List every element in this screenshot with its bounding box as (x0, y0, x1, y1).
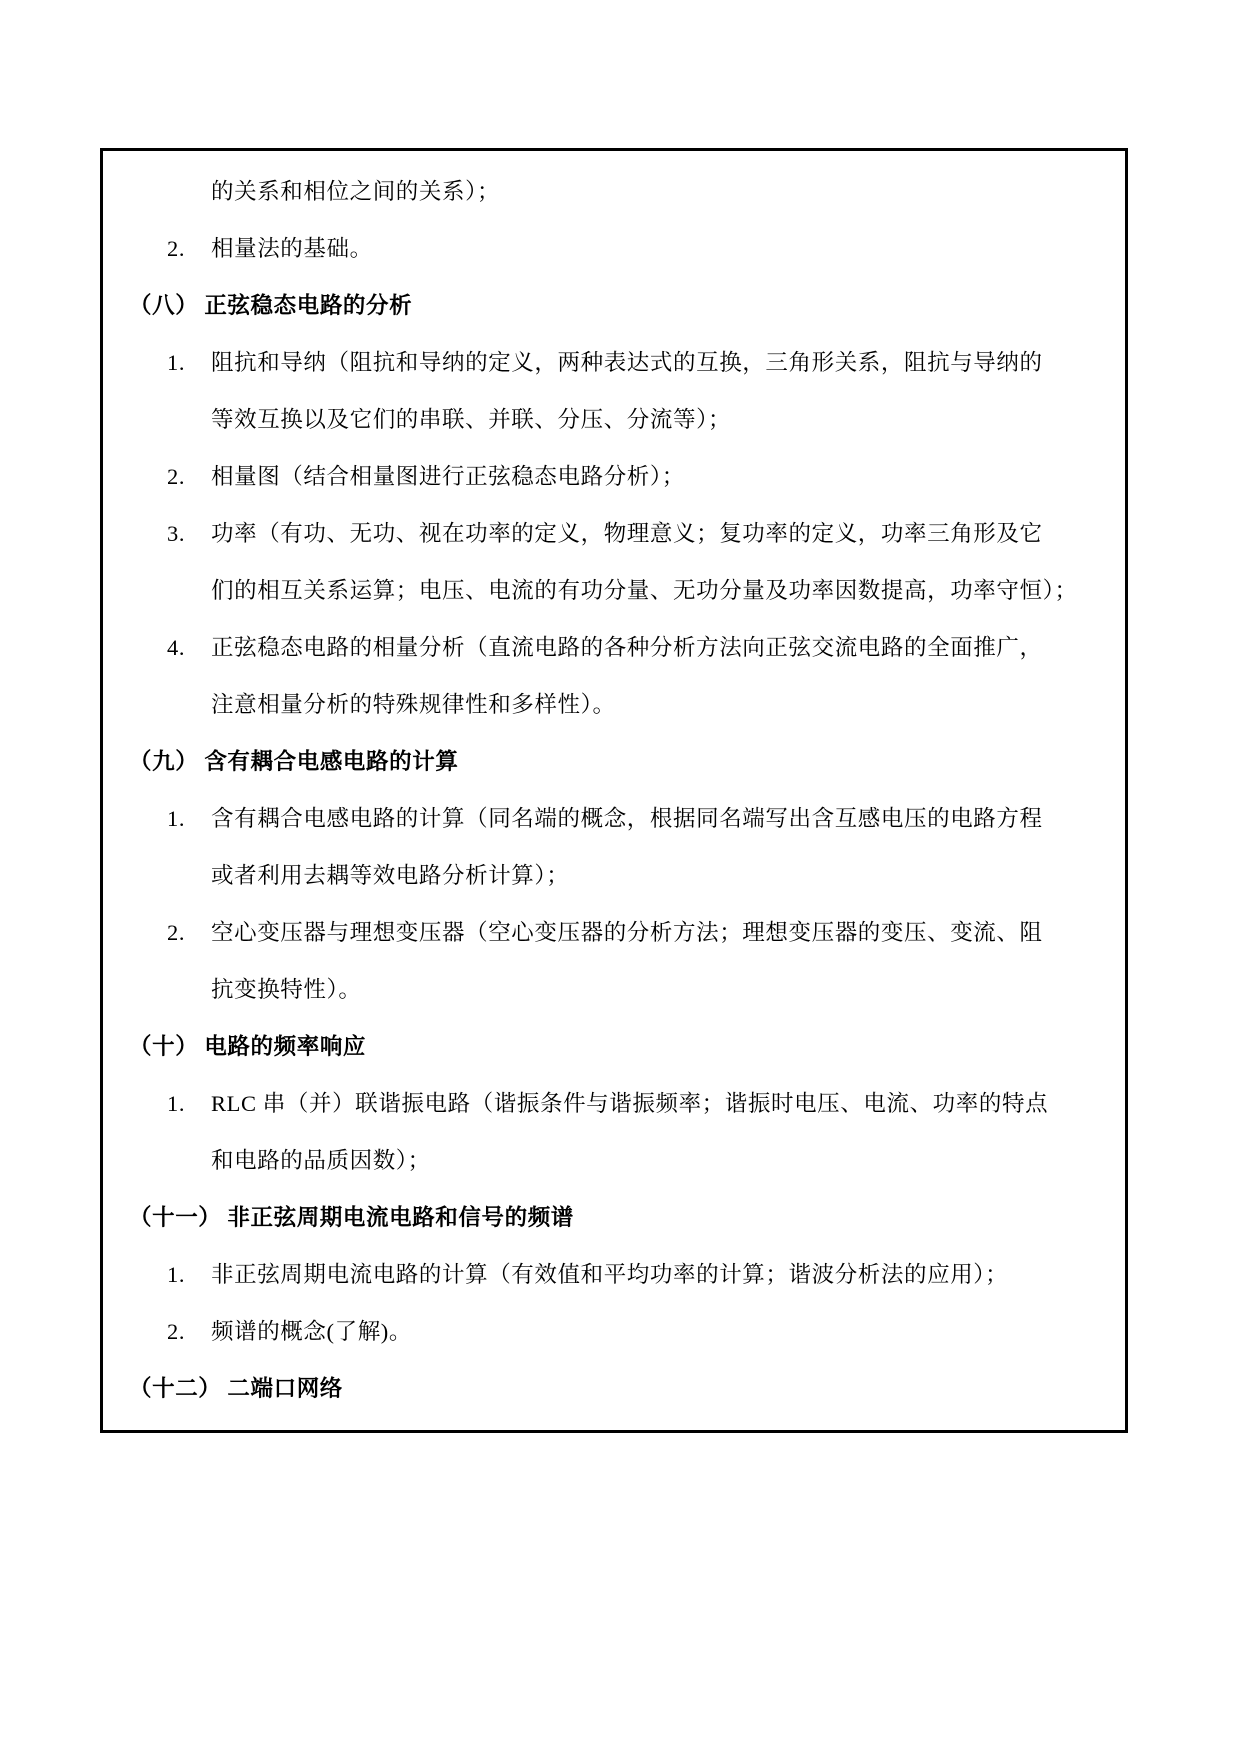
section-title: 非正弦周期电流电路和信号的频谱 (227, 1205, 574, 1230)
list-item (129, 790, 1103, 904)
list-item-line: 相量法的基础。 (211, 236, 373, 261)
list-item (129, 904, 1103, 1018)
section-title: 含有耦合电感电路的计算 (204, 749, 459, 774)
section-title: 二端口网络 (227, 1376, 343, 1401)
section-heading (129, 277, 1103, 334)
list-item-line: 正弦稳态电路的相量分析（直流电路的各种分析方法向正弦交流电路的全面推广， (211, 635, 1043, 660)
section-number: （十） (129, 1034, 199, 1059)
section-number: （八） (129, 293, 199, 318)
section-number: （九） (129, 749, 199, 774)
list-item-marker: 2. (167, 920, 186, 945)
list-item-marker: 1. (167, 806, 186, 831)
list-item (129, 1303, 1103, 1360)
list-item-line: 非正弦周期电流电路的计算（有效值和平均功率的计算；谐波分析法的应用）； (211, 1262, 1009, 1287)
list-item (129, 619, 1103, 733)
list-item-line: 们的相互关系运算；电压、电流的有功分量、无功分量及功率因数提高，功率守恒）； (211, 578, 1078, 603)
document-body (103, 151, 1125, 1430)
list-item (129, 1246, 1103, 1303)
list-item-line: 空心变压器与理想变压器（空心变压器的分析方法；理想变压器的变压、变流、阻 (211, 920, 1043, 945)
list-item-marker: 2. (167, 236, 186, 261)
list-item-marker: 2. (167, 1319, 186, 1344)
list-item-marker: 4. (167, 635, 186, 660)
list-item-line: 相量图（结合相量图进行正弦稳态电路分析）； (211, 464, 685, 489)
document-frame (100, 148, 1128, 1433)
list-item (129, 505, 1103, 619)
list-item-marker: 1. (167, 1091, 186, 1116)
section-title: 电路的频率响应 (204, 1034, 367, 1059)
section-title: 正弦稳态电路的分析 (204, 293, 413, 318)
section-heading (129, 733, 1103, 790)
section-heading (129, 1360, 1103, 1417)
list-item-marker: 2. (167, 464, 186, 489)
list-item-line: 和电路的品质因数）； (211, 1148, 431, 1173)
list-item (129, 448, 1103, 505)
list-item-line: RLC 串（并）联谐振电路（谐振条件与谐振频率；谐振时电压、电流、功率的特点 (211, 1091, 1049, 1116)
list-item-line: 功率（有功、无功、视在功率的定义，物理意义；复功率的定义，功率三角形及它 (211, 521, 1043, 546)
list-item (129, 220, 1103, 277)
section-number: （十二） (129, 1376, 222, 1401)
list-item-line: 注意相量分析的特殊规律性和多样性）。 (211, 692, 616, 717)
list-item (129, 334, 1103, 448)
section-heading (129, 1189, 1103, 1246)
list-item-line: 或者利用去耦等效电路分析计算）； (211, 863, 570, 888)
list-item-marker: 3. (167, 521, 186, 546)
list-item-line: 阻抗和导纳（阻抗和导纳的定义，两种表达式的互换，三角形关系，阻抗与导纳的 (211, 350, 1043, 375)
section-heading (129, 1018, 1103, 1075)
list-item-marker: 1. (167, 350, 186, 375)
paragraph-continuation-line: 的关系和相位之间的关系）； (211, 179, 501, 204)
list-item-line: 等效互换以及它们的串联、并联、分压、分流等）； (211, 407, 732, 432)
section-number: （十一） (129, 1205, 222, 1230)
list-item-line: 频谱的概念(了解)。 (211, 1319, 412, 1344)
list-item (129, 1075, 1103, 1189)
list-item-marker: 1. (167, 1262, 186, 1287)
list-item-line: 抗变换特性）。 (211, 977, 362, 1002)
list-item-line: 含有耦合电感电路的计算（同名端的概念，根据同名端写出含互感电压的电路方程 (211, 806, 1043, 831)
